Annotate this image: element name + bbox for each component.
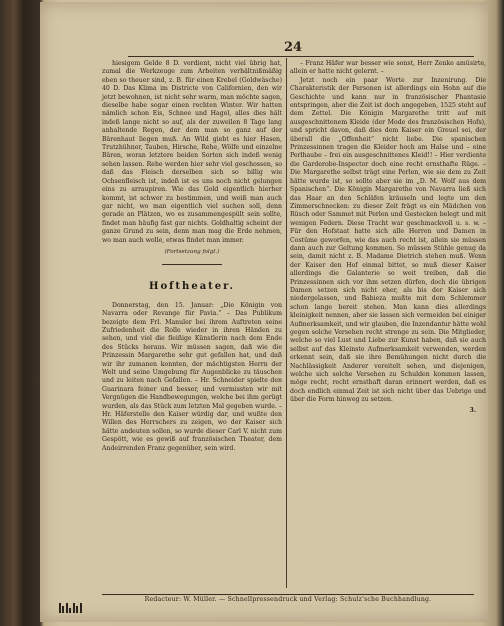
gold-report-paragraph: hiesigem Gelde 8 D. verdient, nicht viel übrig hat, zumal die Werkzeuge zum Arbeiten verhältnißmäßig eben so theuer sind, z. B. für einen Krebel (Goldwäsche) 40 D. Das Klima im Districte von Californien, den wir jetzt bewohnen, ist nicht sehr warm, man möchte sagen, dieselbe habe sogar einen rechten Winter. Wir hatten nämlich schon Eis, Schnee und Hagel, alles dies hält indeß lange nicht so auf, als der zuweilen 8 Tage lang anhaltende Regen, der dem man so ganz auf der Bärenhaut liegen muß. An Wild giebt es hier Hasen, Trutzhühner, Tauben, Hirsche, Rehe, Wölfe und einzelne Bären, woran letztere beiden Sorten sich indeß wenig sehen lassen. Rehe werden hier sehr viel geschossen, so daß das Fleisch derselben sich so billig wie Ochsenfleisch ist, indeß ist es uns noch nicht gelungen eins zu arraupiren. Wie das Gold eigentlich hierher kommt, ist schwer zu bestimmen, und weiß man auch gar nicht, wo man eigentlich viel suchen soll, denn gerade an Plätzen, wo es zusammengespült sein sollte, findet man häufig fast gar nichts. Goldhaltig scheint der ganze Grund zu sein, denn man mag die Erde nehmen, wo man auch wolle, etwas findet man immer. xyxy=(102,60,282,244)
theater-review-continued: – Franz Häfer war besser wie sonst, Herr Zenke amüsirte, allein er hatte nicht gelernt. – xyxy=(290,60,486,76)
continued-note: (Fortsetzung folgt.) xyxy=(164,248,220,255)
footer-rule xyxy=(102,594,474,595)
right-column xyxy=(290,60,486,415)
header-rule xyxy=(128,56,474,57)
page-number: 24 xyxy=(284,40,303,55)
staging-critique-paragraph: Jetzt noch ein paar Worte zur Inzenirung. Die Charakteristik der Personen ist allerdings ein Hohn auf die Geschichte und kann nur in französischer Phantasie entspringen, aber die Zeit ist doch angegeben, 1525 steht auf dem Zettel. Die Königin Margarethe tritt auf mit ausgeschnittenem Kleide (der Mode des französischen Hofs), und spricht davon, daß dies dem Kaiser ein Greuel sei, der überall die „Offenheit“ nicht liebe. Die spanischen Prinzessinnen tragen die Kleider hoch am Halse und – eine Perlhaube – frei ein ausgeschnittenes Kleid!! – Hier verdiente die Garderobe-Inspector doch eine recht ernsthafte Rüge. – Die Margarethe selbst trägt eine Perlen, wie sie dem zu Zeit hätte wurde ist, so sollte aber sie im „D. M. Wolf aus dem Spanischen“. Die Königin Margarethe von Navarra ließ sich das Haar an den Schläfen kräuseln und legte um den Zimmerschnecken: zu dieser Zeit frägt es ein Mädchen von Rüsch oder Sammet mit Perlen und Gestecken belegt und mit wenigen Federn. Diese Tracht war geschmackvoll u. s. w. – Für den Hofstaat hatte sich alle Herren und Damen in Costüme geworfen, wie das auch recht ist, allein sie müssen dann auch zur Geltung kommen. So müssen Stühle genug da sein, damit nicht z. B. Madame Dietrich stehen muß. Wenn der Kaiser den Hof einmal bittet, so muß dieser Kaiser allerdings die Galanterie so weit treiben, daß die Prinzessinnen sich vor ihm setzen dürfen, doch die übrigen Damen setzen sich nicht eher, als bis der Kaiser sich niedergelassen, und Babieza mußte mit dem Schlemmer schon lange bereit stehen. Man kann dies allerdings kleinigkeit nennen, aber sie lassen sich vermeiden bei einiger Aufmerksamkeit, und wir glauben, die Inzendantur hätte wohl gegen solche Versehen recht strenge zu sein. Die Mitglieder, welche so viel Lust und Liebe zur Kunst haben, daß sie auch selbst auf das Kleinste Aufmerksamkeit verwenden, werden erkennt sein, daß sie ihre Bemühungen nicht durch die Nachlässigkeit Anderer vereitelt sehen, und diejenigen, welche sich solche Versehen zu Schulden kommen lassen, möge recht, recht ernsthaft daran erinnert werden, daß es doch endlich einmal Zeit ist sich nicht über das Uebrige und über die Form hinweg zu setzen. xyxy=(290,76,486,404)
theater-review-paragraph: Donnerstag, den 15. Januar: „Die Königin von Navarra oder Revange für Pavia.“ – Das Publikum bezeigte dem Frl. Manuler bei ihrem Auftreten seine Zufriedenheit die Rolle wieder in ihren Händen zu sehen, und viel die fleißige Künstlerin nach dem Ende des Stücks heraus. Wir müssen sagen, daß wie die Prinzessin Margarethe sehr gut gefallen hat, und daß wir ihr zumanen konnten, der mächtigsten Herrn der Welt und seine Umgebung für Augenblicke zu täuschen und zu leiten nach Gefallen. – Hr. Schneider spielte den Guarinara feiner und besser, und vermissten wir mit Vergnügen die Handbewegungen, welche bei ihm gerügt wurden, als das Stück zum letzten Mal gegeben wurde. – Hr. Häferstelle den Kaiser würdig dar, und wußte den Willen des Herrschers zu zeigen, wo der Kaiser sich hätte andeuten sollen, so wurde dieser Carl V. nicht zum Gespött, wie es gewiß auf französischen Theater, dem Andeirrenden Franz gegenüber, sein wird. xyxy=(102,301,282,452)
section-divider xyxy=(162,264,222,265)
section-title: Hoftheater. xyxy=(149,281,235,293)
imprint-footer: Redacteur: W. Müller. — Schnellpressendruck und Verlag: Schulz'sche Buchhandlung. xyxy=(144,596,432,603)
library-stamp-icon xyxy=(50,603,90,621)
newspaper-page xyxy=(40,2,488,622)
author-signature: 3. xyxy=(469,406,476,414)
left-column xyxy=(102,60,282,453)
column-divider xyxy=(286,58,287,588)
